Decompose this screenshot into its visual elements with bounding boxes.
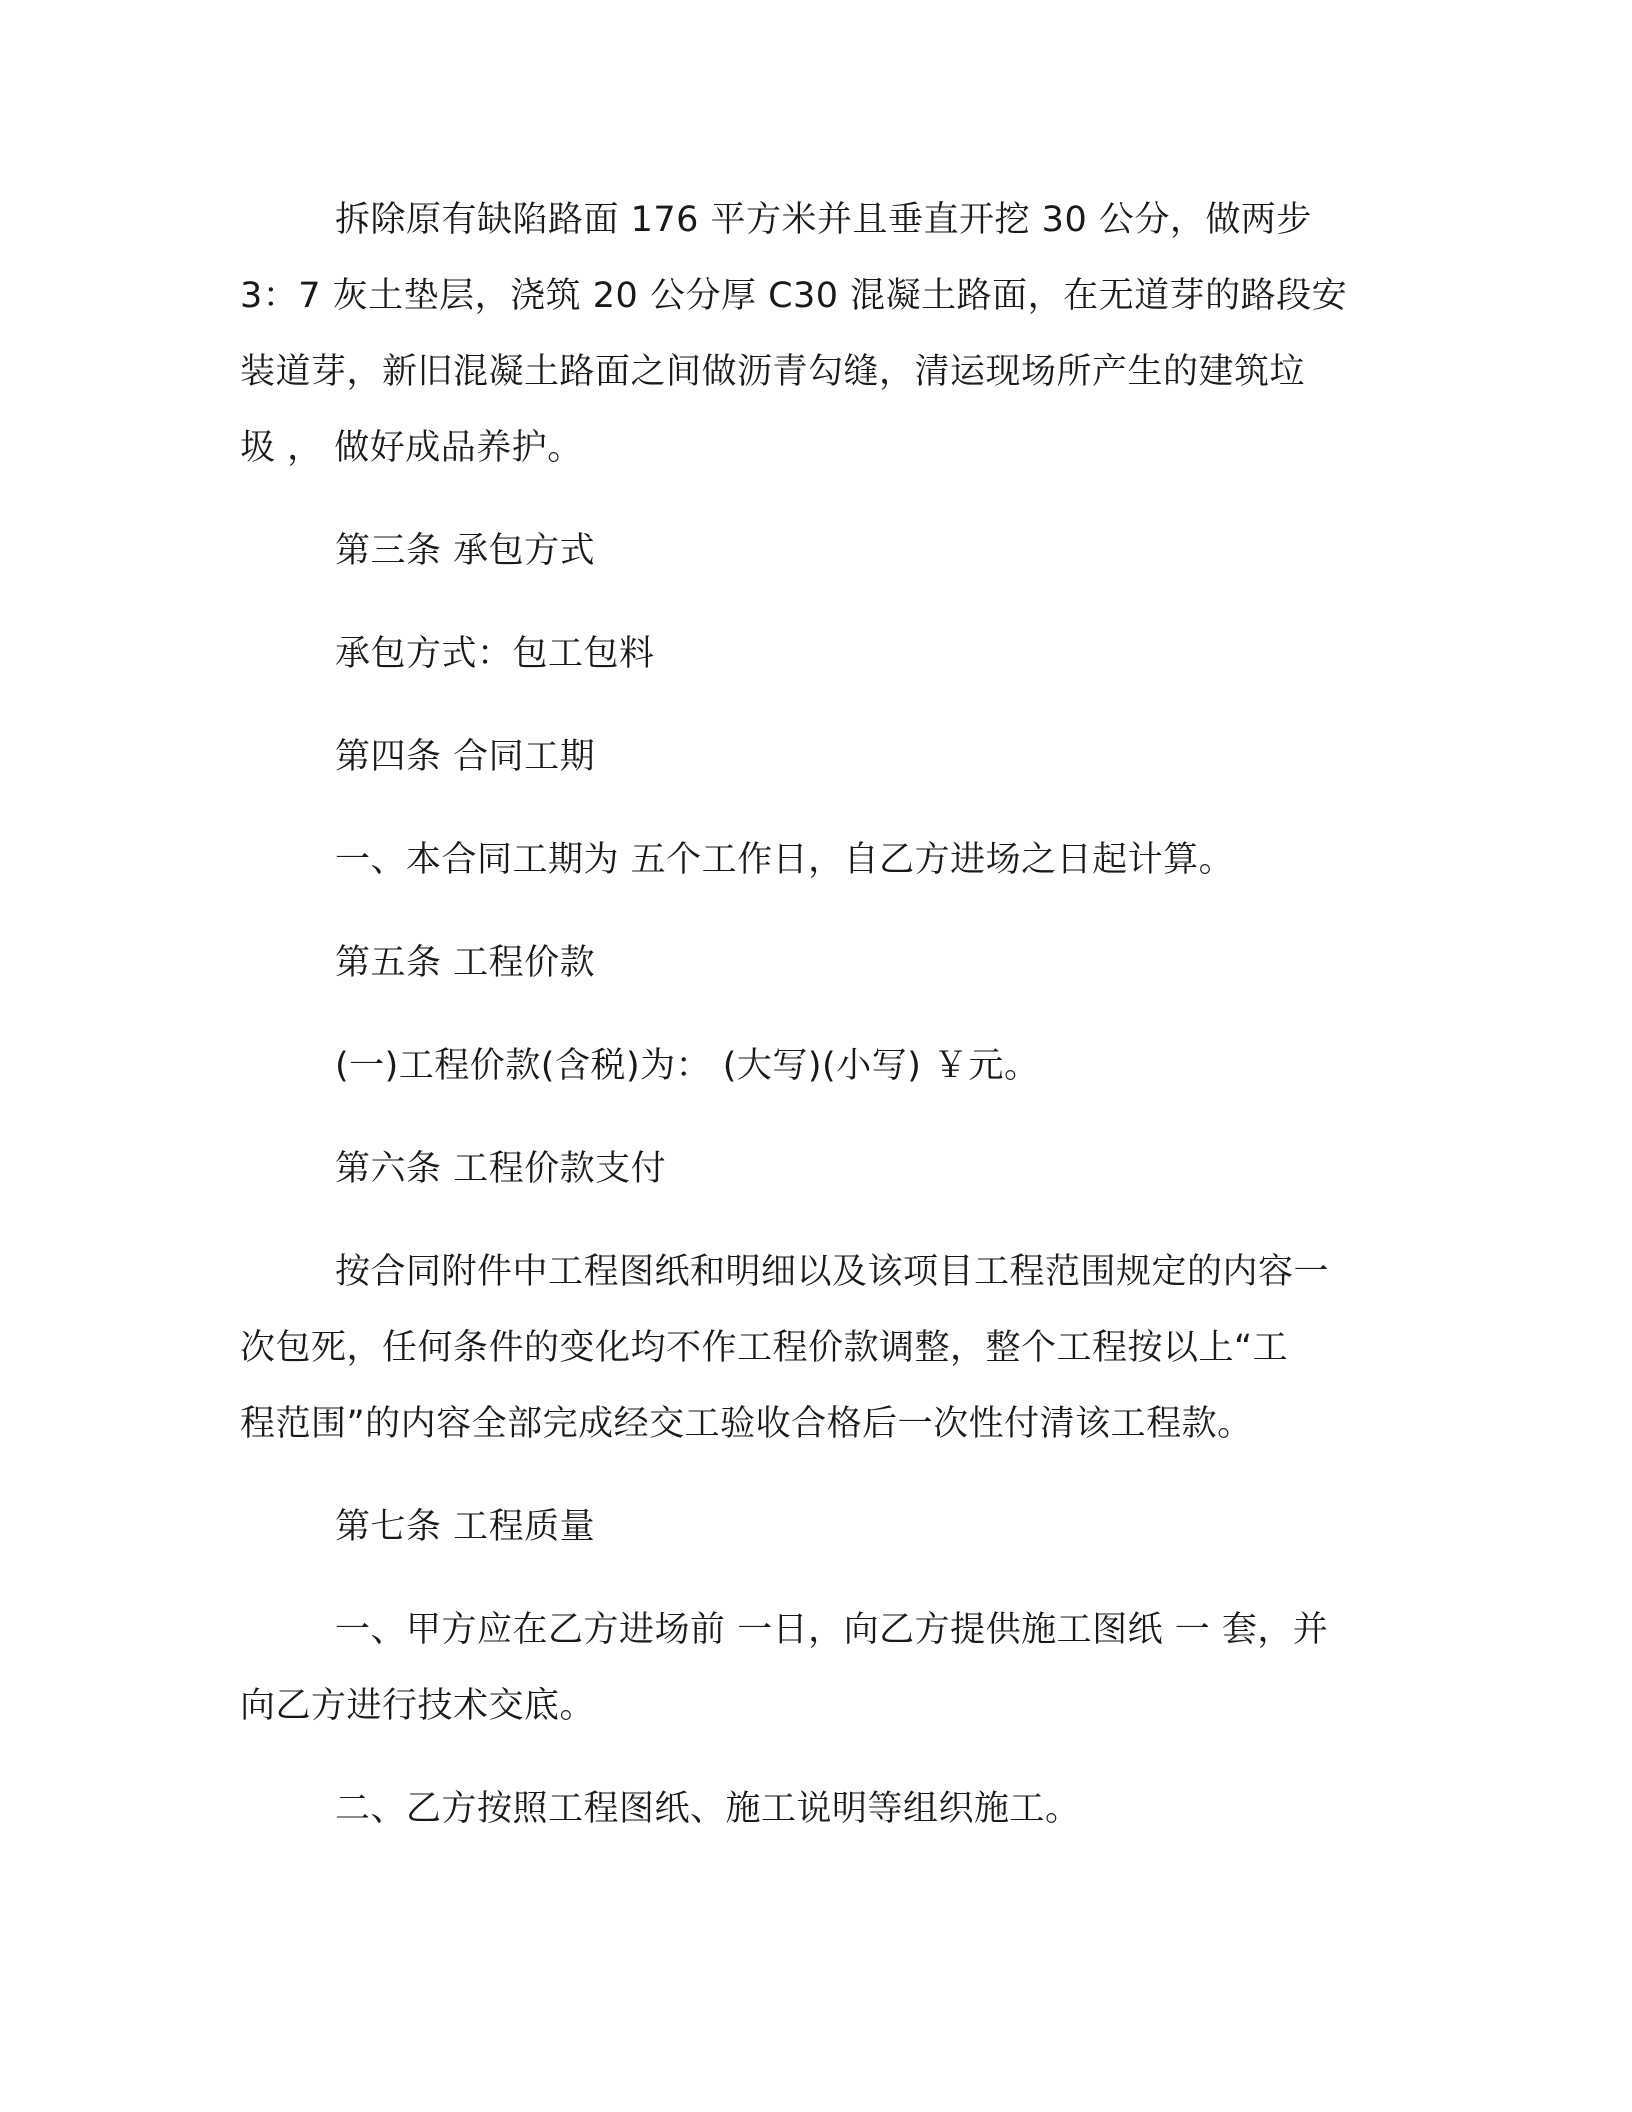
article6-heading: 第六条 工程价款支付 [335,1149,667,1189]
article7-item1-line-1: 一、甲方应在乙方进场前 一日，向乙方提供施工图纸 一 套，并 [335,1610,1329,1650]
scope-line-4: 圾 ， 做好成品养护。 [240,428,583,468]
article6-line-1: 按合同附件中工程图纸和明细以及该项目工程范围规定的内容一 [335,1252,1330,1292]
article6-line-2: 次包死，任何条件的变化均不作工程价款调整，整个工程按以上“工 [240,1328,1289,1368]
article3-heading: 第三条 承包方式 [335,531,596,571]
article5-heading: 第五条 工程价款 [335,943,596,983]
scope-line-2: 3：7 灰土垫层，浇筑 20 公分厚 C30 混凝土路面，在无道芽的路段安 [240,276,1348,316]
article6-line-3: 程范围”的内容全部完成经交工验收合格后一次性付清该工程款。 [240,1404,1253,1444]
article3-body: 承包方式：包工包料 [335,634,655,674]
article7-heading: 第七条 工程质量 [335,1507,596,1547]
article5-item1: (一)工程价款(含税)为： (大写)(小写) ￥元。 [335,1046,1040,1086]
scope-line-1: 拆除原有缺陷路面 176 平方米并且垂直开挖 30 公分，做两步 [335,200,1312,240]
article4-heading: 第四条 合同工期 [335,737,596,777]
article4-item1: 一、本合同工期为 五个工作日，自乙方进场之日起计算。 [335,840,1235,880]
scope-line-3: 装道芽，新旧混凝土路面之间做沥青勾缝，清运现场所产生的建筑垃 [240,352,1306,392]
article7-item2: 二、乙方按照工程图纸、施工说明等组织施工。 [335,1789,1081,1829]
article7-item1-line-2: 向乙方进行技术交底。 [240,1686,596,1726]
